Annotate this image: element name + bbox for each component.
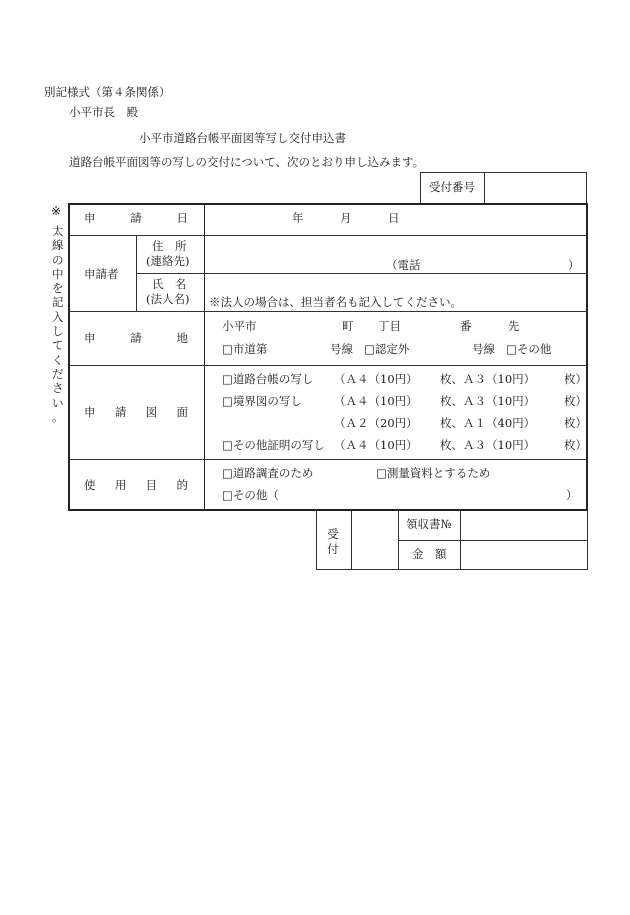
application-form-table [68,203,588,511]
drawing-other-cert-end: 枚） [564,438,587,452]
label-char: 申 [84,211,96,225]
phone-close: ） [568,258,580,272]
location-city: 小平市 [222,319,257,333]
drawing-boundary-large-unit: 枚、Ａ１（40円） [440,416,536,430]
location-cho: 町 [342,319,354,333]
form-label: 別記様式（第４条関係） [44,85,171,99]
purpose-label [84,480,188,492]
form-title: 小平市道路台帳平面図等写し交付申込書 [139,131,346,145]
drawing-road-ledger-checkbox[interactable]: □道路台帳の写し [222,372,314,386]
label-char: 用 [114,478,127,492]
drawing-boundary-checkbox[interactable]: □境界図の写し [222,394,302,408]
drawing-boundary-size: （Ａ４（10円） [334,394,418,408]
name-label: 氏 名 [152,277,187,291]
drawing-other-cert-size: （Ａ４（10円） [334,438,418,452]
location-saki: 先 [508,319,520,333]
label-char: 請 [130,211,142,225]
reception-label: 受付 [327,527,339,556]
receipt-number-label: 受付番号 [429,180,475,194]
intro-text: 道路台帳平面図等の写しの交付について、次のとおり申し込みます。 [69,155,425,169]
purpose-survey-material-checkbox[interactable]: □測量資料とするため [376,466,491,480]
side-note-vertical: 太 線 の 中 を 記 入 し て く だ さ い 。 [52,224,64,424]
receipt-no-label: 領収書№ [406,517,452,531]
label-char: 申 [84,331,96,345]
label-char: 面 [176,405,188,419]
road-gosen-1: 号線 [330,342,353,356]
amount-label: 金 額 [412,547,447,561]
drawing-boundary-large-end: 枚） [564,416,587,430]
corporate-note: ※法人の場合は、担当者名も記入してください。 [209,295,462,309]
label-char: 申 [84,405,96,419]
applicant-label: 申請者 [84,267,119,281]
date-year-label: 年 [292,211,304,225]
side-note-mark: ※ [51,204,62,218]
drawing-boundary-large-size: （Ａ２（20円） [334,416,418,430]
label-char: 請 [130,331,142,345]
label-char: 地 [176,331,188,345]
location-chome: 丁目 [378,319,401,333]
purpose-other-close: ） [566,488,578,502]
label-char: 的 [176,478,188,492]
drawings-label [84,407,188,419]
corporate-name-label: (法人名) [146,292,190,306]
address-label: 住 所 [152,239,187,253]
drawing-road-ledger-end: 枚） [564,372,587,386]
phone-label: （電話 [386,258,421,272]
purpose-road-survey-checkbox[interactable]: □道路調査のため [222,466,314,480]
label-char: 目 [145,478,158,492]
date-month-label: 月 [340,211,352,225]
drawing-other-cert-unit: 枚、Ａ３（10円） [440,438,536,452]
label-char: 図 [145,405,158,419]
drawing-other-cert-checkbox[interactable]: □その他証明の写し [222,438,325,452]
drawing-boundary-end: 枚） [564,394,587,408]
date-day-label: 日 [388,211,400,225]
address-contact-label: (連絡先) [146,254,190,268]
drawing-boundary-unit: 枚、Ａ３（10円） [440,394,536,408]
road-other-checkbox[interactable]: □その他 [506,342,552,356]
location-label [84,333,188,345]
drawing-road-ledger-unit: 枚、Ａ３（10円） [440,372,536,386]
label-char: 請 [114,405,127,419]
drawing-road-ledger-size: （Ａ４（10円） [334,372,418,386]
road-city-checkbox[interactable]: □市道第 [222,342,268,356]
date-label [84,213,188,225]
location-ban: 番 [460,319,472,333]
road-gosen-2: 号線 [472,342,495,356]
purpose-other-checkbox[interactable]: □その他（ [222,488,279,502]
label-char: 使 [84,478,96,492]
label-char: 日 [176,211,188,225]
road-cert-checkbox[interactable]: □認定外 [364,342,410,356]
addressee: 小平市長 殿 [69,105,138,119]
